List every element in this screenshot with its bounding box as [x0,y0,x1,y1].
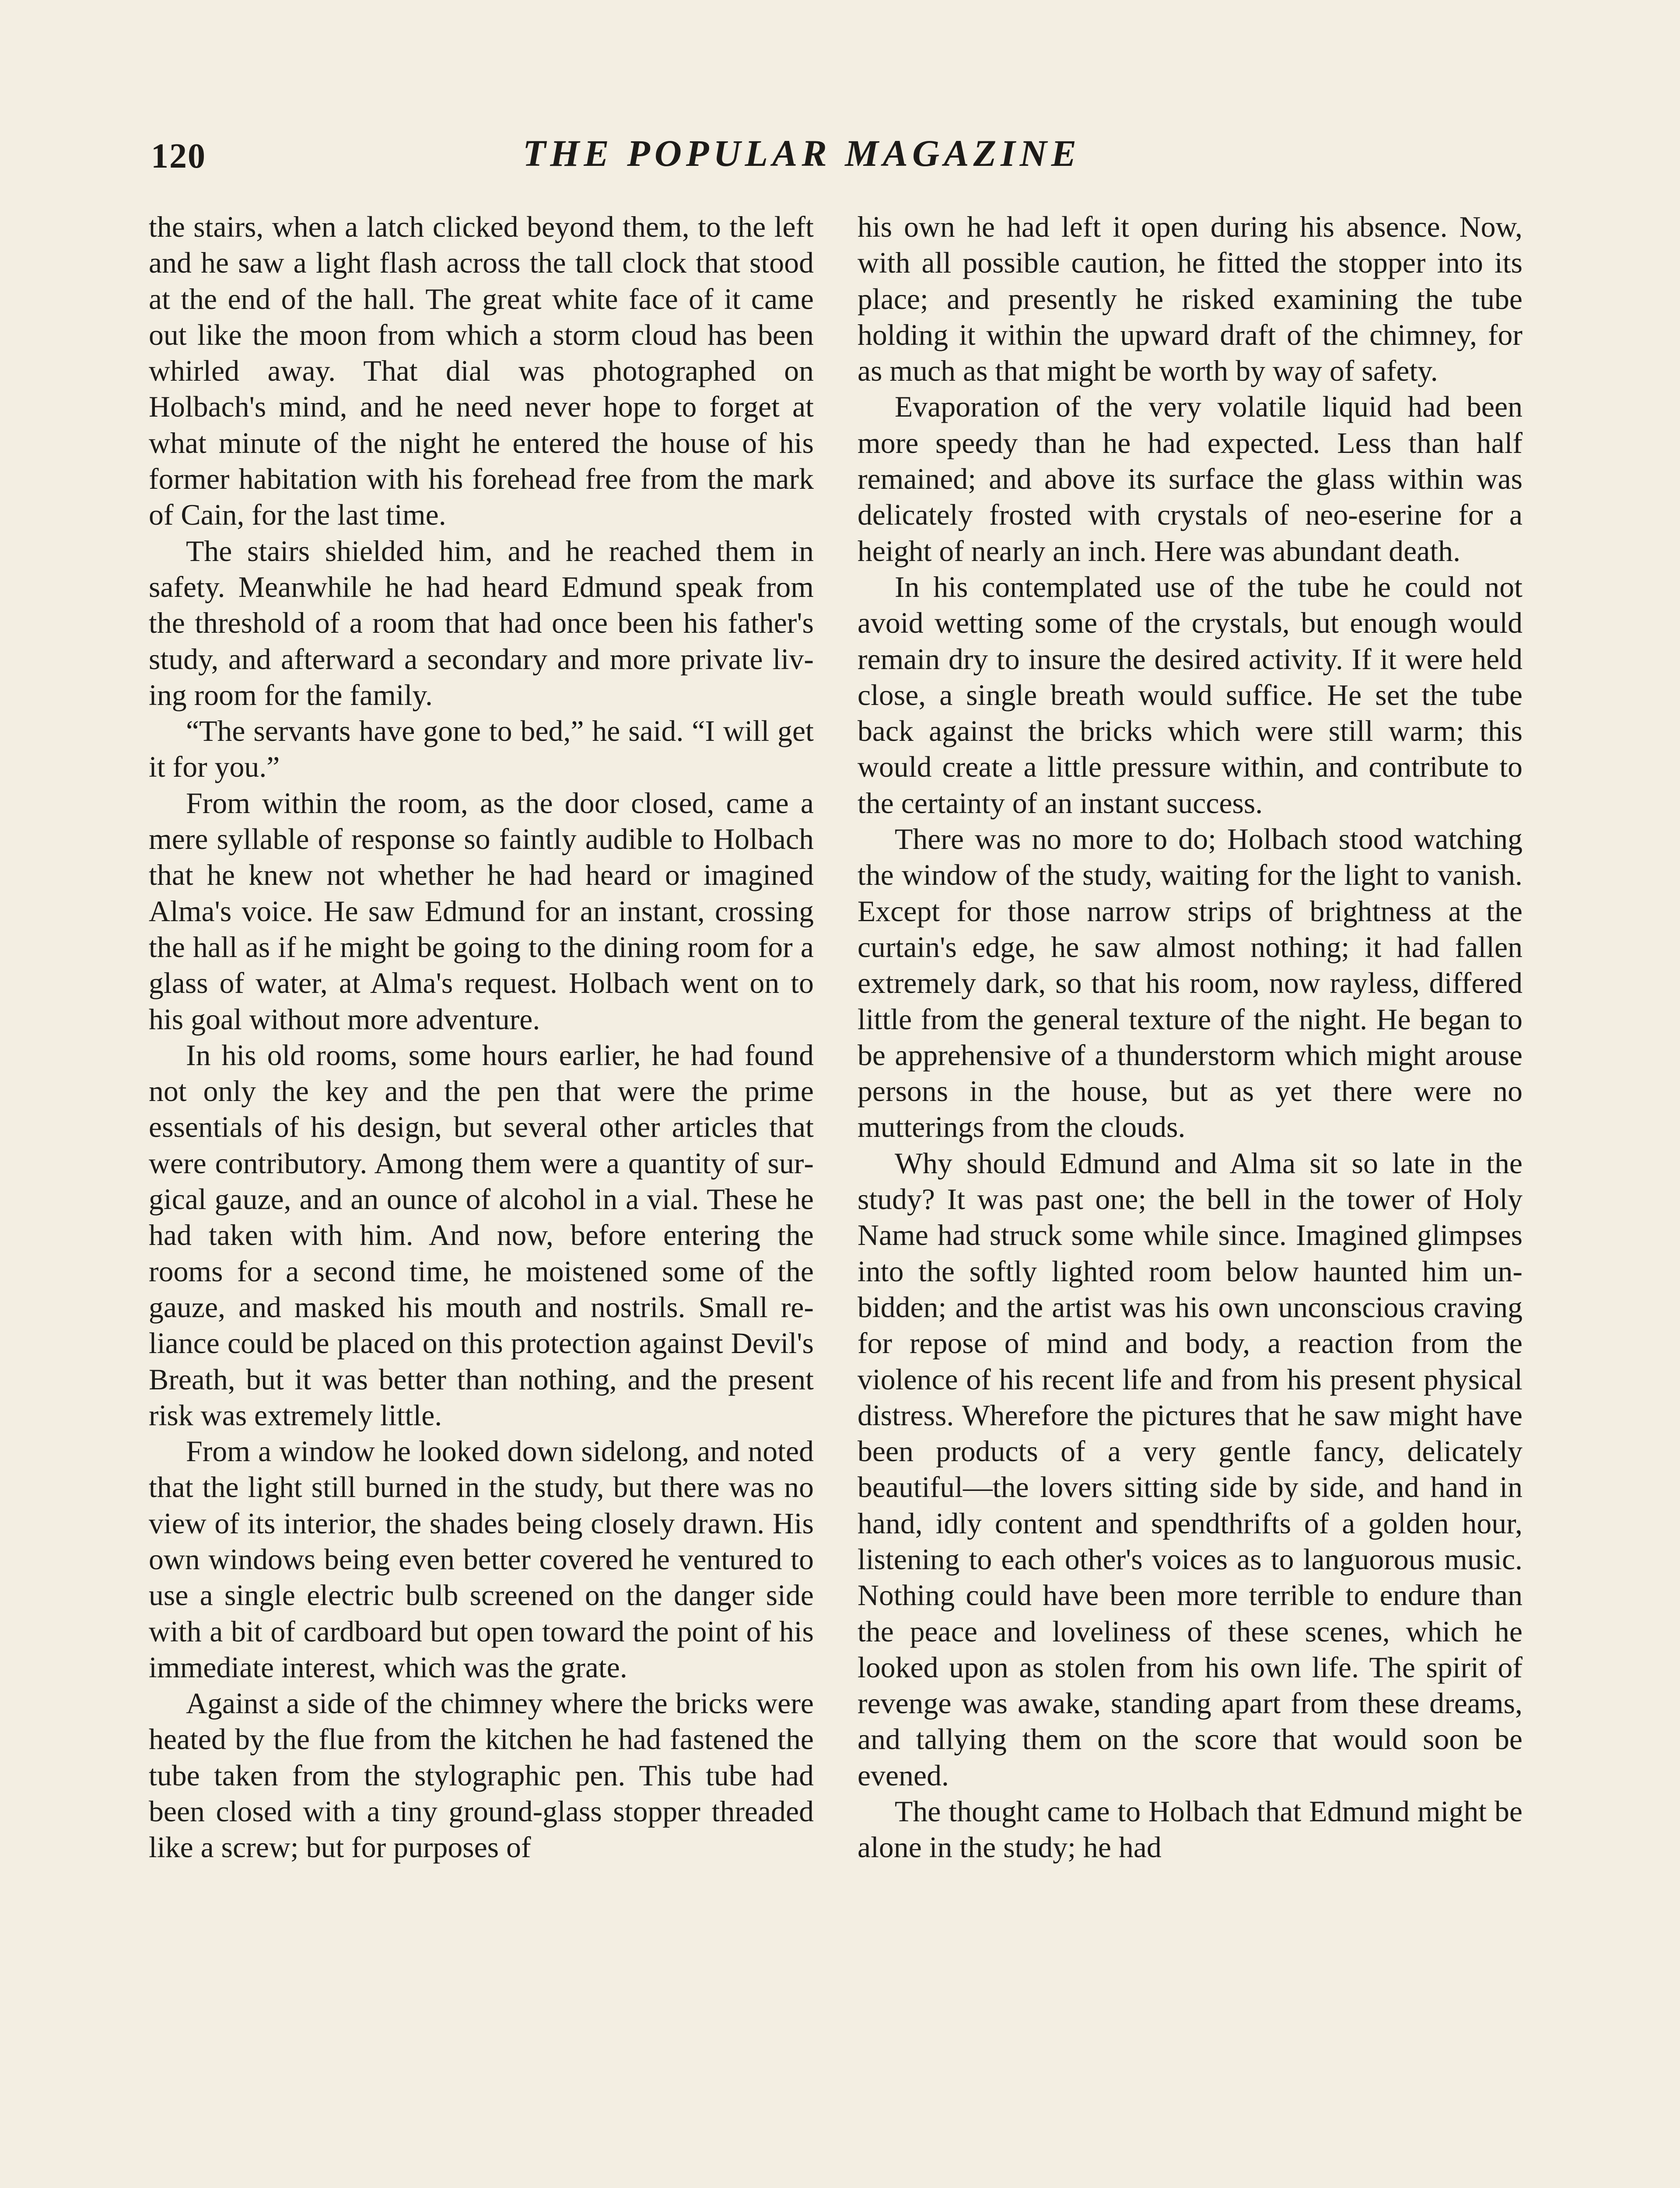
magazine-title: THE POPULAR MAGAZINE [523,132,1081,174]
paragraph: The stairs shielded him, and he reached them in safety. Meanwhile he had heard Edmund speak from the threshold of a room that had once been his father's study, and afterward a secondary and more private living room for the family. [149,534,814,712]
paragraph: There was no more to do; Holbach stood watching the window of the study, waiting for the light to vanish. Except for those narrow strips of brightness at the curtain's edge, he saw almost nothing; it had fallen extremely dark, so that his room, now rayless, differed little from the general texture of the night. He began to be apprehensive of a thunderstorm which might arouse persons in the house, but as yet there were no mutterings from the clouds. [858,823,1522,1144]
paragraph: In his contemplated use of the tube he could not avoid wetting some of the crystals, but enough would remain dry to insure the desired activity. If it were held close, a single breath would suffice. He set the tube back against the bricks which were still warm; this would create a little pressure within, and contribute to the certainty of an instant success. [858,570,1522,820]
paragraph: The thought came to Holbach that Edmund might be alone in the study; he had [858,1795,1522,1864]
paragraph: “The servants have gone to bed,” he said. “I will get it for you.” [149,715,814,784]
paragraph: From a window he looked down sidelong, and noted that the light still burned in the study, but there was no view of its interior, the shades being closely drawn. His own windows being even better covered he ventured to use a single electric bulb screened on the danger side with a bit of cardboard but open toward the point of his immediate interest, which was the grate. [149,1435,814,1684]
page-number: 120 [151,137,206,175]
paragraph: the stairs, when a latch clicked beyond them, to the left and he saw a light flash across the tall clock that stood at the end of the hall. The great white face of it came out like the moon from which a storm cloud has been whirled away. That dial was photographed on Holbach's mind, and he need never hope to forget at what minute of the night he entered the house of his former habitation with his forehead free from the mark of Cain, for the last time. [149,210,814,532]
paragraph: In his old rooms, some hours earlier, he had found not only the key and the pen that were the prime essentials of his design, but several other articles that were contributory. Among them were a quantity of surgical gauze, and an ounce of alcohol in a vial. These he had taken with him. And now, before entering the rooms for a second time, he moistened some of the gauze, and masked his mouth and nostrils. Small reliance could be placed on this protection against Devil's Breath, but it was better than nothing, and the present risk was extremely little. [149,1038,814,1432]
paragraph: From within the room, as the door closed, came a mere syllable of response so faintly audible to Holbach that he knew not whether he had heard or imagined Alma's voice. He saw Edmund for an instant, crossing the hall as if he might be going to the dining room for a glass of water, at Alma's request. Holbach went on to his goal without more adventure. [149,786,814,1036]
paragraph: his own he had left it open during his absence. Now, with all possible caution, he fitted the stopper into its place; and presently he risked examining the tube holding it within the upward draft of the chimney, for as much as that might be worth by way of safety. [858,210,1522,388]
right-column [858,209,1522,2188]
paragraph: Evaporation of the very volatile liquid had been more speedy than he had expected. Less than half remained; and above its surface the glass within was delicately frosted with crystals of neo-eserine for a height of nearly an inch. Here was abundant death. [858,390,1522,568]
paragraph: Against a side of the chimney where the bricks were heated by the flue from the kitchen he had fastened the tube taken from the stylographic pen. This tube had been closed with a tiny ground-glass stopper threaded like a screw; but for purposes of [149,1687,814,1864]
page-header [151,128,1551,185]
paragraph: Why should Edmund and Alma sit so late in the study? It was past one; the bell in the tower of Holy Name had struck some while since. Imagined glimpses into the softly lighted room below haunted him unbidden; and the artist was his own unconscious craving for repose of mind and body, a reaction from the violence of his recent life and from his present physical distress. Wherefore the pictures that he saw might have been products of a very gentle fancy, delicately beautiful—the lovers sitting side by side, and hand in hand, idly content and spendthrifts of a golden hour, listening to each other's voices as to languorous music. Nothing could have been more terrible to endure than the peace and loveliness of these scenes, which he looked upon as stolen from his own life. The spirit of revenge was awake, standing apart from these dreams, and tallying them on the score that would soon be evened. [858,1147,1522,1792]
left-column [149,209,814,2188]
